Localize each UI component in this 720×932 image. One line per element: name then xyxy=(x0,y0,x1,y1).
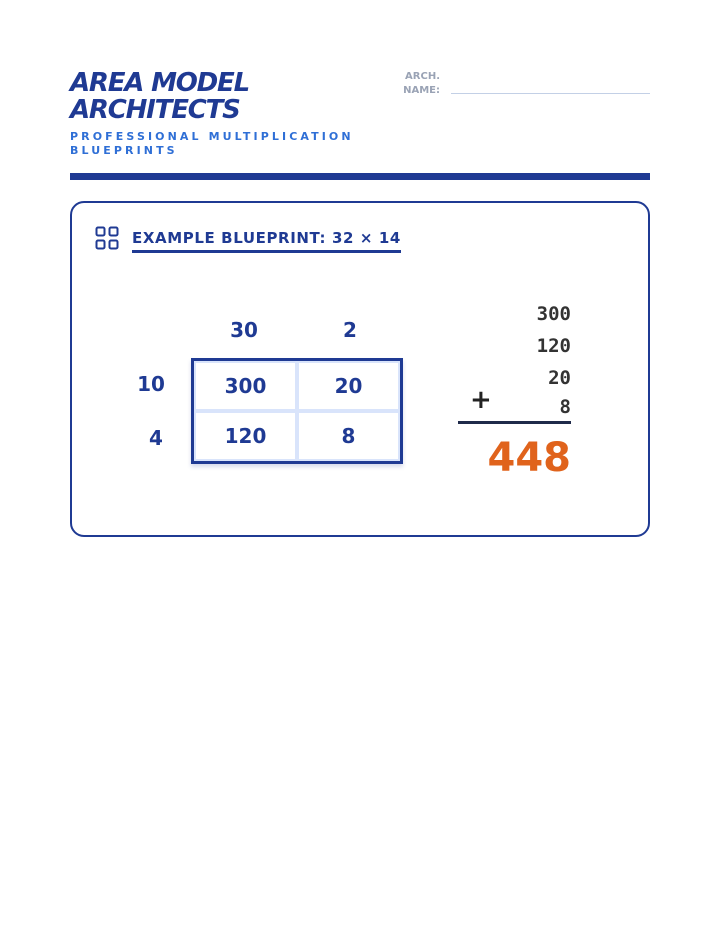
example-heading: EXAMPLE BLUEPRINT: 32 × 14 xyxy=(132,229,401,253)
area-cell-bottom-right: 8 xyxy=(297,411,400,461)
column-label-ones: 2 xyxy=(343,318,357,342)
arch-name-label: ARCH. NAME: xyxy=(403,71,440,96)
arch-name-field[interactable] xyxy=(451,93,650,94)
column-label-tens: 30 xyxy=(230,318,258,342)
plus-sign: + xyxy=(470,385,492,415)
area-cell-bottom-left: 120 xyxy=(194,411,297,461)
title-line-1: AREA MODEL xyxy=(70,68,249,98)
row-label-tens: 10 xyxy=(137,372,165,396)
page-subtitle: PROFESSIONAL MULTIPLICATION BLUEPRINTS xyxy=(70,130,354,157)
page-title xyxy=(70,70,249,124)
grid-icon xyxy=(95,226,119,250)
area-cell-top-left: 300 xyxy=(194,361,297,411)
title-line-2: ARCHITECTS xyxy=(70,95,240,125)
addend-4: 8 xyxy=(559,396,571,418)
sum-line xyxy=(458,421,571,424)
addend-1: 300 xyxy=(536,303,571,325)
total-value: 448 xyxy=(487,435,571,481)
addend-3: 20 xyxy=(548,367,571,389)
area-model-grid xyxy=(191,358,403,464)
row-label-ones: 4 xyxy=(149,426,163,450)
header-divider xyxy=(70,173,650,180)
addend-2: 120 xyxy=(536,335,571,357)
area-cell-top-right: 20 xyxy=(297,361,400,411)
